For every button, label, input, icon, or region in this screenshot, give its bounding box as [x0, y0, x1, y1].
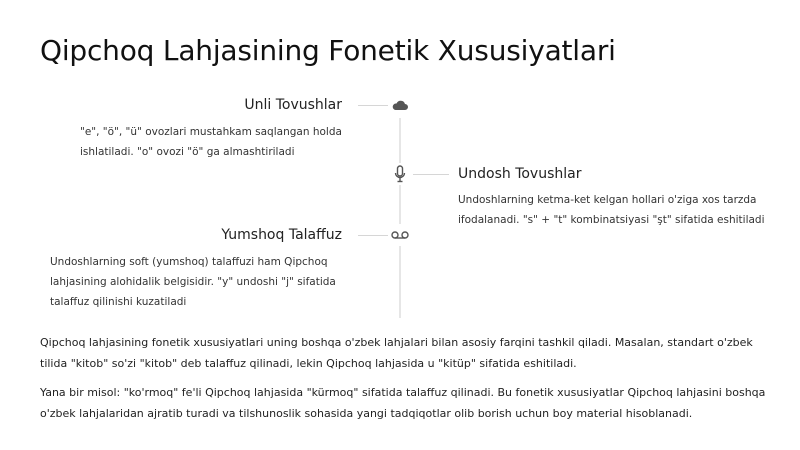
cloud-icon	[389, 94, 411, 116]
feature-desc-consonants: Undoshlarning ketma-ket kelgan hollari o'ziga xos tarzda ifodalanadi. "s" + "t" kombinatsiyasi "şt" sifatida eshitiladi	[458, 194, 765, 226]
feature-title-vowels: Unli Tovushlar	[244, 97, 342, 113]
feature-desc-vowels: "e", "ö", "ü" ovozlari mustahkam saqlangan holda ishlatiladi. "o" ovozi "ö" ga almashtiriladi	[80, 126, 342, 158]
feature-title-consonants: Undosh Tovushlar	[458, 166, 582, 182]
connector	[358, 105, 388, 106]
voicemail-icon	[389, 224, 411, 246]
connector	[413, 174, 449, 175]
feature-title-soft-pronunciation: Yumshoq Talaffuz	[221, 227, 342, 243]
page-title: Qipchoq Lahjasining Fonetik Xususiyatlari	[40, 34, 616, 67]
timeline-line	[399, 118, 401, 318]
paragraph: Qipchoq lahjasining fonetik xususiyatlari uning boshqa o'zbek lahjalari bilan asosiy farqini tashkil qiladi. Masalan, standart o'zbek tilida "kitob" so'zi "kitob" deb talaffuz qilinadi, lekin Qipchoq lahjasida u "kitüp" sifatida eshitiladi.	[40, 336, 753, 370]
feature-desc-soft-pronunciation: Undoshlarning soft (yumshoq) talaffuzi ham Qipchoq lahjasining alohidalik belgisidir. "y" undoshi "j" sifatida talaffuz qilinishi kuzatiladi	[50, 256, 336, 308]
microphone-icon	[389, 163, 411, 185]
connector	[358, 235, 388, 236]
paragraph: Yana bir misol: "ko'rmoq" fe'li Qipchoq lahjasida "kürmoq" sifatida talaffuz qilinadi. Bu fonetik xususiyatlar Qipchoq lahjasini boshqa o'zbek lahjalaridan ajratib turadi va tilshunoslik sohasida yangi tadqiqotlar olib borish uchun boy material hisoblanadi.	[40, 386, 766, 420]
